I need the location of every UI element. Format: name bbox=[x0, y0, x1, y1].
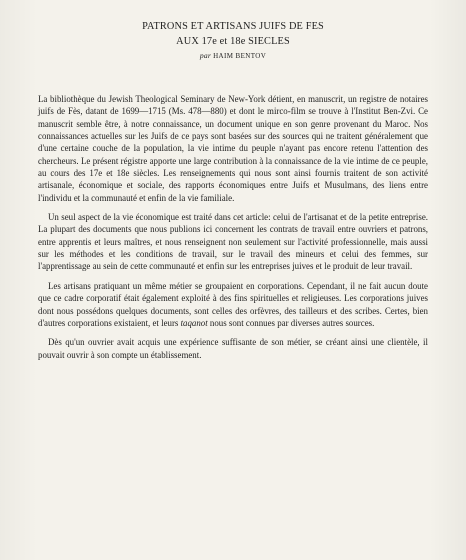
article-header bbox=[0, 19, 466, 62]
article-title-line-2: AUX 17e et 18e SIECLES bbox=[176, 36, 290, 47]
paragraph-2: Un seul aspect de la vie économique est traité dans cet article: celui de l'artisanat et de la petite entreprise. La plupart des documents que nous publions ici concernent les contrats de travail entre ouvriers et patrons, entre apprentis et leurs maîtres, et nous renseignent non seulement sur l'activité professionnelle, mais aussi sur les méthodes et les conditions de travail, sur le travail des mineurs et celui des femmes, sur l'apprentissage au sein de cette communauté et enfin sur les entreprises juives et le produit de leur travail. bbox=[38, 212, 428, 272]
paragraph-3 bbox=[38, 280, 428, 329]
paragraph-3-text-end: nous sont connues par diverses autres sources. bbox=[207, 317, 375, 328]
paragraph-4: Dès qu'un ouvrier avait acquis une expérience suffisante de son métier, se créant ainsi une clientèle, il pouvait ouvrir à son compte un établissement. bbox=[38, 337, 428, 360]
article-author bbox=[0, 50, 466, 62]
paragraph-3-text-start: Les artisans pratiquant un même métier se groupaient en corporations. Cependant, il ne fait aucun doute que ce cadre corporatif était également exploité à des fins spirituelles et religieuses. Les corporations juives dont nous possédons quelques documents, sont celles des orfèvres, des tailleurs et des scribes. Certes, bien d'autres corporations existaient, et leurs bbox=[38, 280, 428, 328]
article-title-line-1: PATRONS ET ARTISANS JUIFS DE FES bbox=[142, 21, 324, 32]
paragraph-1: La bibliothèque du Jewish Theological Seminary de New-York détient, en manuscrit, un registre de notaires juifs de Fès, datant de 1699—1715 (Ms. 478—880) et dont le mirco-film se trouve à l'Institut Ben-Zvi. Ce manuscrit semble être, à notre connaissance, un document unique en son genre provenant du Maroc. Nos connaissances actuelles sur les Juifs de ce pays sont basées sur des sources qui ne traitent généralement que d'une certaine couche de la population, la vie intime du peuple n'ayant pas encore retenu l'attention des chercheurs. Le présent régistre apporte une large contribution à la connaissance de la vie intime de ce peuple, au cours des 17e et 18e siècles. Les renseignements qui nous sont ainsi fournis traitent de son activité artisanale, économique et sociale, des rapports économiques entre Juifs et Musulmans, des liens entre l'individu et la communauté et enfin de la vie familiale. bbox=[38, 94, 428, 203]
author-prefix: par bbox=[199, 51, 211, 60]
article-body bbox=[38, 93, 428, 368]
taqanot-italic-term: taqanot bbox=[180, 317, 208, 328]
author-name: HAIM BENTOV bbox=[213, 52, 267, 60]
